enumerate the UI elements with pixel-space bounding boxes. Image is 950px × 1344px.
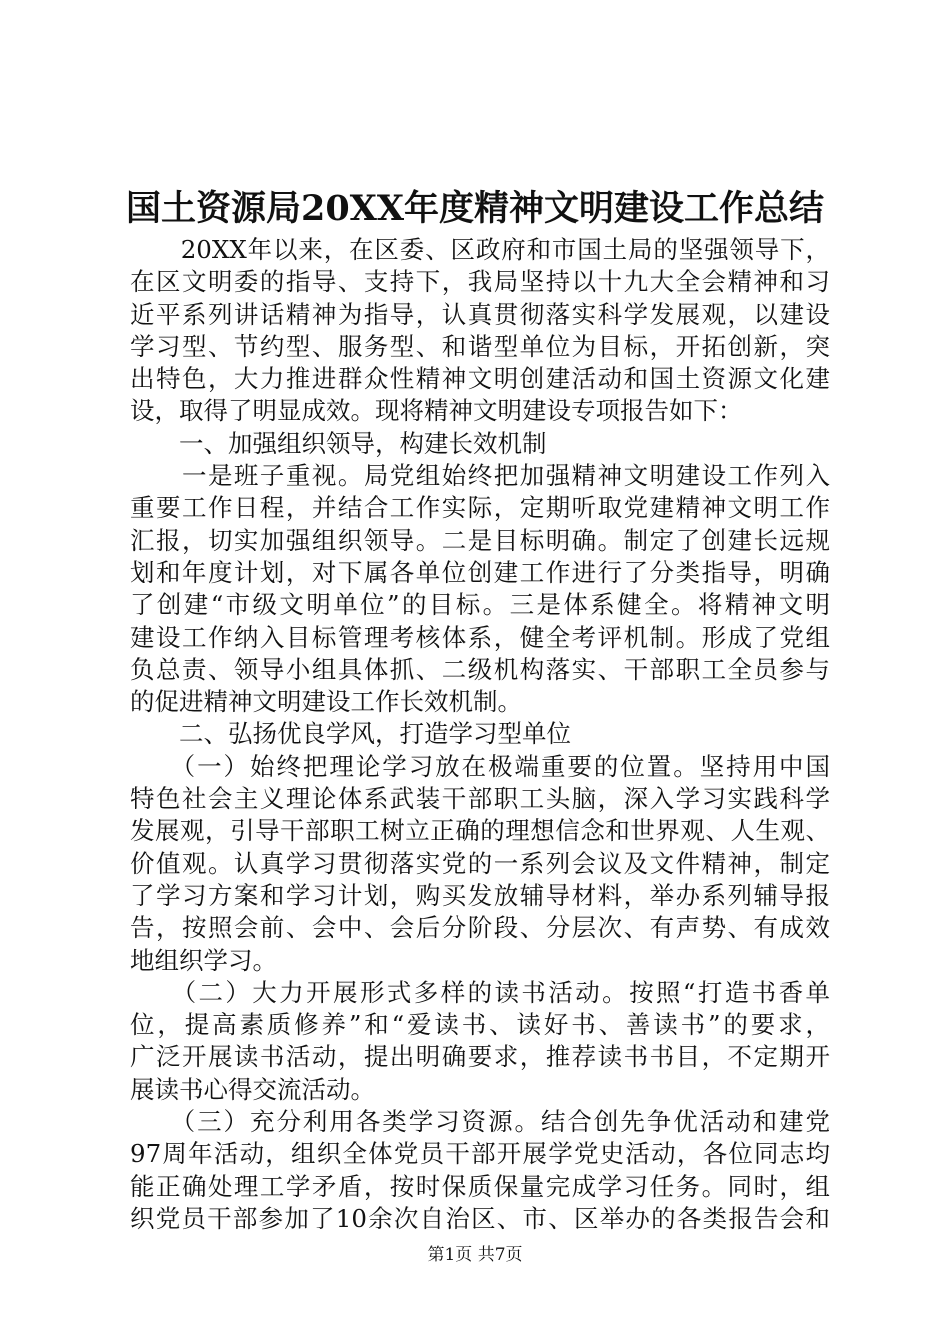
text-line: 告，按照会前、会中、会后分阶段、分层次、有声势、有成效 [130, 913, 830, 943]
text-line: 一是班子重视。局党组始终把加强精神文明建设工作列入 [130, 461, 830, 491]
text-line: 的促进精神文明建设工作长效机制。 [130, 687, 522, 717]
text-line: 织党员干部参加了10余次自治区、市、区举办的各类报告会和 [130, 1203, 830, 1233]
text-line: （三）充分利用各类学习资源。结合创先争优活动和建党 [130, 1107, 830, 1137]
text-line: 重要工作日程，并结合工作实际，定期听取党建精神文明工作 [130, 493, 830, 523]
document-body [130, 234, 830, 1235]
text-line: 近平系列讲话精神为指导，认真贯彻落实科学发展观，以建设 [130, 299, 830, 329]
text-line: 20XX年以来，在区委、区政府和市国土局的坚强领导下， [130, 235, 830, 264]
text-line: 负总责、领导小组具体抓、二级机构落实、干部职工全员参与 [130, 654, 830, 684]
section-heading: 二、弘扬优良学风，打造学习型单位 [130, 719, 571, 749]
text-line: 位，提高素质修养”和“爱读书、读好书、善读书”的要求， [130, 1010, 830, 1040]
text-line: 发展观，引导干部职工树立正确的理想信念和世界观、人生观、 [130, 816, 830, 846]
text-line: 学习型、节约型、服务型、和谐型单位为目标，开拓创新，突 [130, 331, 830, 361]
text-line: 在区文明委的指导、支持下，我局坚持以十九大全会精神和习 [130, 267, 830, 297]
text-line: 建设工作纳入目标管理考核体系，健全考评机制。形成了党组 [130, 622, 830, 652]
text-line: 了创建“市级文明单位”的目标。三是体系健全。将精神文明 [130, 590, 830, 620]
text-line: （二）大力开展形式多样的读书活动。按照“打造书香单 [130, 977, 830, 1007]
text-line: 了学习方案和学习计划，购买发放辅导材料，举办系列辅导报 [130, 880, 830, 910]
text-line: 97周年活动，组织全体党员干部开展学党史活动，各位同志均 [130, 1139, 830, 1169]
text-line: 广泛开展读书活动，提出明确要求，推荐读书书目，不定期开 [130, 1042, 830, 1072]
text-line: 地组织学习。 [130, 945, 277, 975]
document-title: 国土资源局20XX年度精神文明建设工作总结 [125, 188, 825, 229]
text-line: 价值观。认真学习贯彻落实党的一系列会议及文件精神，制定 [130, 848, 830, 878]
text-line: 能正确处理工学矛盾，按时保质保量完成学习任务。同时，组 [130, 1171, 830, 1201]
text-line: （一）始终把理论学习放在极端重要的位置。坚持用中国 [130, 751, 830, 781]
page-number-footer: 第1页 共7页 [427, 1245, 523, 1265]
text-line: 划和年度计划，对下属各单位创建工作进行了分类指导，明确 [130, 557, 830, 587]
text-line: 设，取得了明显成效。现将精神文明建设专项报告如下： [130, 396, 743, 426]
text-line: 展读书心得交流活动。 [130, 1074, 375, 1104]
section-heading: 一、加强组织领导，构建长效机制 [130, 428, 547, 458]
text-line: 特色社会主义理论体系武装干部职工头脑，深入学习实践科学 [130, 784, 830, 814]
text-line: 出特色，大力推进群众性精神文明创建活动和国土资源文化建 [130, 364, 830, 394]
text-line: 汇报，切实加强组织领导。二是目标明确。制定了创建长远规 [130, 525, 830, 555]
